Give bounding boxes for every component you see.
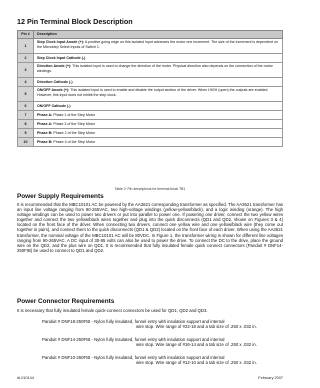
pin-name: Phase A: [37,112,53,117]
pin-description: Direction Cathode (-) [34,78,283,87]
pin-number: 10 [18,138,34,147]
table-row [18,111,283,120]
table-row [18,102,283,111]
pin-detail: Phase 4 of the Step Motor [52,139,96,144]
pin-name: ON/OFF Anode (+): [37,88,70,92]
power-supply-heading: Power Supply Requirements [17,193,104,200]
part-line-2: wire stop. Wire range of #22-18 and a tab size of .250 x .032 in. [136,324,257,330]
connector-part-item [42,337,282,347]
table-row [18,39,283,54]
part-line-1: Panduit # DNF10-250FIB - Nylon fully insulated, funnel entry with insulation support and internal [42,355,225,360]
pin-description [34,120,283,129]
table-row [18,63,283,78]
pin-detail: Phase 1 of the Step Motor [52,112,96,117]
table-header-row [18,31,283,39]
pin-description [34,129,283,138]
pin-name: Phase B: [37,130,53,135]
pin-detail: Phase 2 of the Step Motor [52,130,96,135]
pin-description [34,63,283,78]
table-row [18,138,283,147]
pin-name: Phase A: [37,121,53,126]
pin-description [34,39,283,54]
pin-detail: This isolated input is used to change the direction of the motor. Physical direction also depends on the connection of the motor windings. [37,64,273,73]
power-connector-intro: It is necessary that fully insulated female quick-connect connectors be used for QD1, QD2 and QD3. [17,308,208,313]
pin-number: 5 [18,87,34,102]
pin-number: 8 [18,120,34,129]
pin-name: Step Clock Input Anode (+): [37,40,85,44]
description-column-header: Description [34,31,283,39]
part-line-2: wire stop. Wire range of #12-10 and a tab size of .250 x .032 in. [136,360,257,366]
document-date: February 2007 [258,376,283,380]
table-row [18,54,283,63]
power-supply-paragraph: It is recommended that the MBC10101 AC be powered by the AA3621 corresponding transformer as specified. The AA3621 transformer has an input line voltage ranging from 90-265VAC, two high-voltage windings (yellow-yellow/black), and a logic winding (orange). The high voltage windings can be used to power two drivers or put into parallel to power one. If powering one driver, connect the two yellow wires together and connect the two yellow/black wires together and plug into the quick disconnects (QD1 and QD2, shown on Figures 3 & 4) located on the front face of the driver. When connecting two drivers, connect one yellow wire and one yellow/black wire (they come out together in pairs), and connect them to the quick disconnects (QD1 & QD2) located on the front face of each driver. When using the AA3621 transformer, the nominal voltage of the MBC10101 AC will be 80VDC. In Figure 1, the transformer wiring is shown for different line voltages ranging from 90-265VAC. A DC input of 30-85 volts can also be used to power the drive. To connect the DC to the drive, place the ground wire on the QD2, and the plus wire on QD1. It is recommended that fully insulated female quick connect connectors (Panduit # DNF14-250FIB) be used to connect to QD1 and QD2. [17,202,283,253]
connector-part-item [42,355,282,365]
table-row [18,120,283,129]
pin-detail: Phase 3 of the Step Motor [52,121,96,126]
page-title: 12 Pin Terminal Block Description [17,17,133,26]
part-line-1: Panduit # DNF14-250FIB - Nylon fully insulated, funnel entry with insulation support and internal [42,337,225,342]
pin-detail: A positive going edge on this isolated input advances the motor one increment. The size of the increment is dependent on the Microstep Select Inputs of Switch 1. [37,40,279,49]
connector-part-item [42,319,282,329]
table-row [18,87,283,102]
pin-column-header: Pin # [18,31,34,39]
table-row [18,129,283,138]
part-line-2: wire stop. Wire range of #16-14 and a tab size of .250 x .032 in. [136,342,257,348]
pin-description [34,87,283,102]
pin-number: 6 [18,102,34,111]
pin-number: 9 [18,129,34,138]
pin-description: Step Clock Input Cathode (-) [34,54,283,63]
pin-description [34,111,283,120]
pin-number: 1 [18,39,34,54]
pin-table [17,30,283,147]
pin-name: Phase B: [37,139,53,144]
pin-name: Direction Anode (+): [37,64,72,68]
pin-number: 7 [18,111,34,120]
pin-description: ON/OFF Cathode (-) [34,102,283,111]
pin-number: 3 [18,63,34,78]
pin-number: 2 [18,54,34,63]
table-row [18,78,283,87]
table-caption: Table 2: Pin descriptions for terminal block TB1 [114,187,186,191]
pin-description [34,138,283,147]
document-id: #L010144 [17,376,34,380]
power-connector-heading: Power Connector Requirements [17,298,115,305]
pin-detail: This isolated input is used to enable and disable the output section of the driver. When HIGH (open) the outputs are enabled. However, this input does not inhibit the step clock. [37,88,269,97]
part-line-1: Panduit # DNF18-250FIB - Nylon fully insulated, funnel entry with insulation support and internal [42,319,225,324]
pin-number: 4 [18,78,34,87]
